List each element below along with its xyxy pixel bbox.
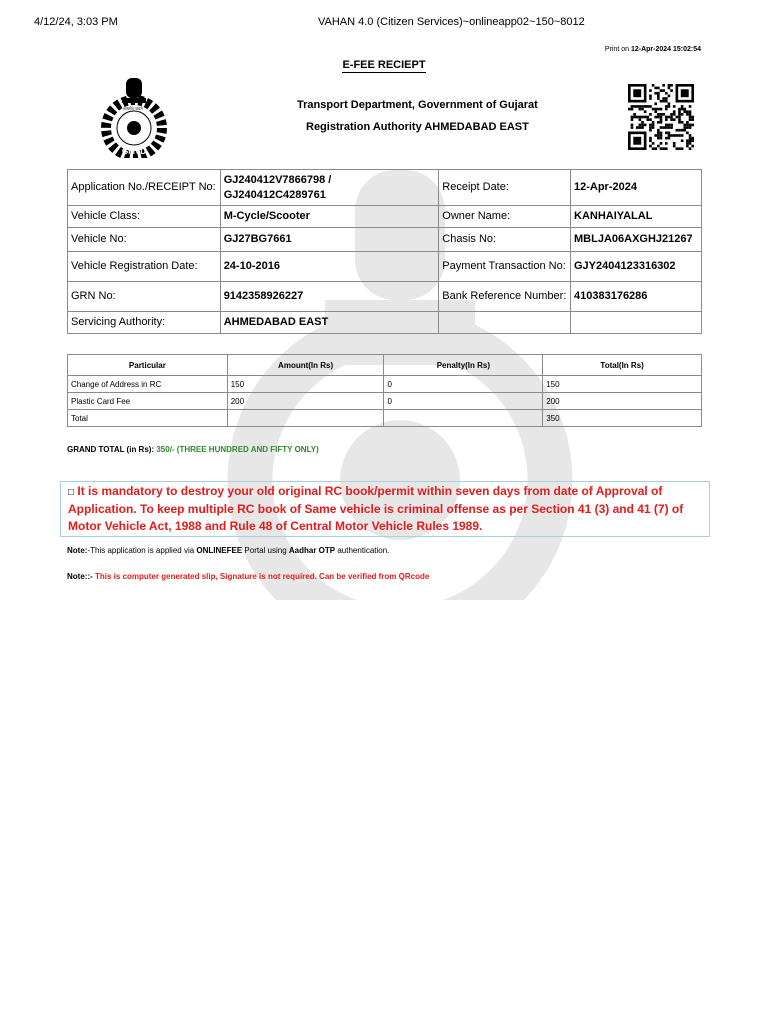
info-value: KANHAIYALAL: [571, 206, 702, 228]
grand-total-label: GRAND TOTAL (in Rs):: [67, 445, 155, 454]
vehicle-info-table: [67, 169, 702, 334]
fee-row: [68, 410, 702, 427]
info-value: 9142358926227: [220, 282, 439, 312]
info-label: Servicing Authority:: [68, 312, 221, 334]
fee-header: Total(In Rs): [543, 355, 702, 376]
info-value: GJ27BG7661: [220, 228, 439, 252]
info-value: GJY2404123316302: [571, 252, 702, 282]
fee-cell: 0: [384, 376, 543, 393]
fee-cell: 200: [543, 393, 702, 410]
info-label: Application No./RECEIPT No:: [68, 170, 221, 206]
fee-cell: Plastic Card Fee: [68, 393, 228, 410]
rc-warning-box: [60, 481, 710, 537]
svg-text:सत्यमेव जयते: सत्यमेव जयते: [123, 106, 143, 111]
info-value: [571, 312, 702, 334]
info-label: Vehicle Registration Date:: [68, 252, 221, 282]
info-value: AHMEDABAD EAST: [220, 312, 439, 334]
fee-row: [68, 393, 702, 410]
registration-authority: Registration Authority AHMEDABAD EAST: [306, 121, 529, 133]
browser-page-title: VAHAN 4.0 (Citizen Services)~onlineapp02~150~8012: [318, 16, 585, 28]
info-label: Chasis No:: [439, 228, 571, 252]
note-computer-generated: Note::- This is computer generated slip, Signature is not required. Can be verified from QRcode: [67, 572, 430, 581]
info-value: GJ240412V7866798 / GJ240412C4289761: [220, 170, 439, 206]
print-date: 12-Apr-2024 15:02:54: [630, 46, 701, 53]
info-value: 410383176286: [571, 282, 702, 312]
department-name: Transport Department, Government of Gujarat: [297, 99, 538, 111]
fee-cell: [384, 410, 543, 427]
qr-code-icon: [627, 84, 695, 150]
fee-cell: Change of Address in RC: [68, 376, 228, 393]
info-value: 12-Apr-2024: [571, 170, 702, 206]
fee-header: Amount(In Rs): [227, 355, 384, 376]
fee-header: Particular: [68, 355, 228, 376]
info-row: [68, 170, 702, 206]
info-row: [68, 312, 702, 334]
info-row: [68, 252, 702, 282]
gmvd-logo-icon: [97, 76, 171, 158]
info-value: M-Cycle/Scooter: [220, 206, 439, 228]
fee-cell: 200: [227, 393, 384, 410]
info-label: Bank Reference Number:: [439, 282, 571, 312]
info-label: [439, 312, 571, 334]
info-label: Owner Name:: [439, 206, 571, 228]
info-row: [68, 228, 702, 252]
info-row: [68, 282, 702, 312]
receipt-title: E-FEE RECIEPT: [342, 59, 426, 71]
info-label: Vehicle No:: [68, 228, 221, 252]
browser-datetime: 4/12/24, 3:03 PM: [34, 16, 118, 28]
fee-header: Penalty(In Rs): [384, 355, 543, 376]
grand-total: [67, 445, 319, 454]
fee-cell: 150: [227, 376, 384, 393]
info-label: GRN No:: [68, 282, 221, 312]
svg-text:GMVD: GMVD: [122, 147, 146, 156]
info-value: 24-10-2016: [220, 252, 439, 282]
print-timestamp: [605, 46, 701, 53]
warning-text: It is mandatory to destroy your old original RC book/permit within seven days from date of Approval of Application. To keep multiple RC book of Same vehicle is criminal offense as per Section 41 (3) and 41 (7) of Motor Vehicle Act, 1988 and Rule 48 of Central Motor Vehicle Rules 1989.: [68, 484, 684, 533]
info-label: Vehicle Class:: [68, 206, 221, 228]
fee-cell: 350: [543, 410, 702, 427]
print-label: Print on: [604, 46, 629, 53]
fee-cell: 0: [384, 393, 543, 410]
fee-cell: Total: [68, 410, 228, 427]
info-value: MBLJA06AXGHJ21267: [571, 228, 702, 252]
info-row: [68, 206, 702, 228]
note-application-method: Note:-This application is applied via ONLINEFEE Portal using Aadhar OTP authentication.: [67, 546, 390, 555]
grand-total-value: 350/- (THREE HUNDRED AND FIFTY ONLY): [156, 445, 319, 454]
fee-table: [67, 354, 702, 427]
fee-row: [68, 376, 702, 393]
info-label: Receipt Date:: [439, 170, 571, 206]
warning-glyph-icon: □: [68, 487, 75, 498]
fee-cell: 150: [543, 376, 702, 393]
info-label: Payment Transaction No:: [439, 252, 571, 282]
fee-cell: [227, 410, 384, 427]
